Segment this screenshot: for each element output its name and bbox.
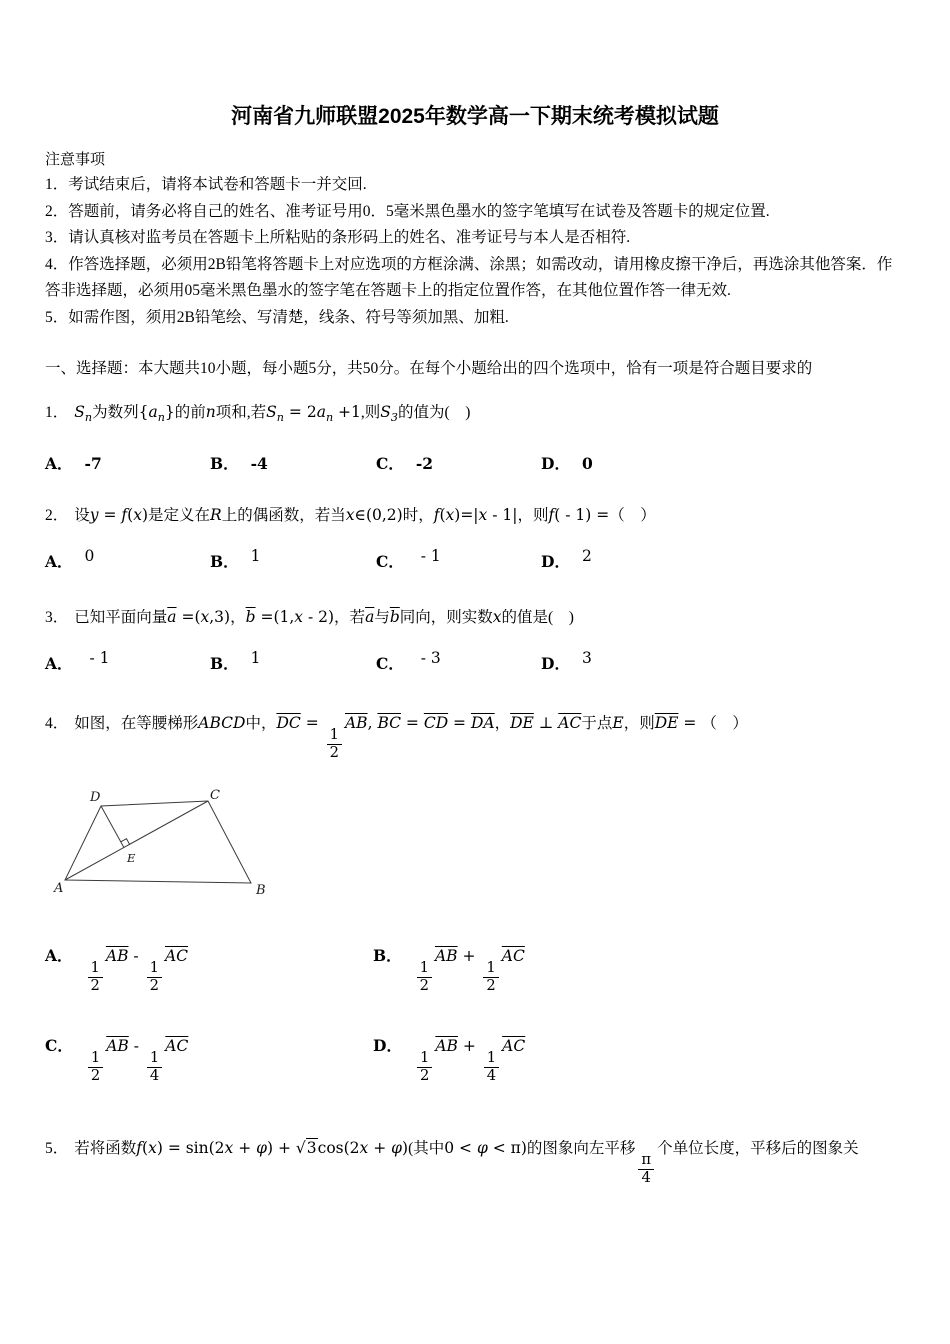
question-4-options-row-2: [45, 1023, 905, 1085]
question-1-option-b: [210, 449, 376, 480]
question-1-stem: $S_n$为数列$\{a_n\}$的前n项和,若$S_n = 2a_n +1$,则$S_3$的值为( ): [74, 403, 471, 425]
option-label: A．: [45, 654, 73, 674]
option-label: C．: [45, 1035, 73, 1055]
page-title: 河南省九师联盟2025年数学高一下期末统考模拟试题: [231, 105, 719, 128]
question-5: [45, 1133, 905, 1187]
notes-header: 注意事项: [45, 152, 106, 168]
question-3-stem: 已知平面向量$\overline{a} =(x,3)$，$\overline{b} =(1,x - 2)$，若$\overline{a}$与$\overline{b}$同向，则实数x的值是( ): [74, 608, 574, 627]
option-label: B．: [373, 945, 402, 965]
question-4-option-c: [45, 1023, 373, 1085]
option-value: $\frac{1}{2}$ $\overline{AB}$ - $\frac{1}{4}$ $\overline{AC}$: [85, 1038, 189, 1055]
vertex-label-a: A: [54, 880, 64, 896]
note-item-3: 3．请认真核对监考员在答题卡上所粘贴的条形码上的姓名、准考证号与本人是否相符.: [45, 229, 631, 246]
question-3-option-d: [541, 649, 905, 680]
option-value: - 3: [415, 649, 441, 668]
question-4-number: 4．: [45, 715, 69, 733]
question-1-number: 1．: [45, 404, 69, 421]
notes-section: [45, 148, 905, 331]
trapezoid-diagram: [53, 788, 288, 900]
question-4-option-a: [45, 933, 373, 995]
question-2-stem: 设y = f(x)是定义在R上的偶函数，若当x∈(0,2)时，f(x)=|x - 1|，则f( - 1) =（ ）: [74, 506, 656, 525]
option-label: A．: [45, 552, 73, 572]
question-2-number: 2．: [45, 507, 69, 525]
question-2-option-d: [541, 547, 905, 578]
question-4-stem: 如图，在等腰梯形ABCD中，$\overline{DC}$ = $\frac{1}{2}$ $\overline{AB}$, $\overline{BC} = \overline{CD} = \overline{DA}$，$\overline{DE}$ ⊥ $\overline{AC}$于点E，则$\overline{DE}$ = （ ）: [74, 714, 748, 762]
note-item-5: 5．如需作图，须用2B铅笔绘、写清楚，线条、符号等须加黑、加粗.: [45, 308, 509, 326]
option-label: D．: [373, 1035, 402, 1055]
question-3-options: [45, 649, 905, 680]
question-2-option-b: [210, 547, 376, 578]
option-label: A．: [45, 945, 73, 965]
question-3-option-c: [376, 649, 541, 680]
note-item-2: 2．答题前，请务必将自己的姓名、准考证号用0．5毫米黑色墨水的签字笔填写在试卷及答题卡的规定位置.: [45, 202, 770, 220]
question-3-option-a: [45, 649, 210, 680]
question-1: [45, 397, 905, 433]
option-label: B．: [210, 654, 239, 674]
question-3: [45, 602, 905, 633]
option-value: -2: [415, 454, 434, 474]
question-2-option-a: [45, 547, 210, 578]
vertex-label-b: B: [256, 882, 266, 898]
question-3-number: 3．: [45, 609, 69, 627]
option-label: C．: [376, 454, 404, 474]
option-label: A．: [45, 454, 73, 474]
question-1-option-d: [541, 449, 905, 480]
vertex-label-d: D: [90, 789, 101, 805]
option-label: C．: [376, 552, 404, 572]
question-4: [45, 708, 905, 762]
option-value: - 1: [415, 547, 441, 566]
question-3-option-b: [210, 649, 376, 680]
option-value: -7: [84, 454, 102, 474]
question-1-option-a: [45, 449, 210, 480]
option-value: - 1: [84, 649, 110, 668]
option-value: -4: [250, 454, 268, 474]
option-value: 1: [250, 649, 261, 668]
option-value: 0: [581, 454, 593, 474]
question-2-option-c: [376, 547, 541, 578]
option-label: B．: [210, 552, 239, 572]
option-value: $\frac{1}{2}$ $\overline{AB}$ + $\frac{1}{4}$ $\overline{AC}$: [414, 1038, 525, 1055]
option-label: C．: [376, 654, 404, 674]
question-1-option-c: [376, 449, 541, 480]
question-2-options: [45, 547, 905, 578]
option-value: $\frac{1}{2}$ $\overline{AB}$ - $\frac{1}{2}$ $\overline{AC}$: [85, 948, 189, 965]
option-label: D．: [541, 454, 570, 474]
question-4-option-d: [373, 1023, 905, 1085]
note-item-4: 4．作答选择题，必须用2B铅笔将答题卡上对应选项的方框涂满、涂黑；如需改动，请用橡皮擦干净后，再选涂其他答案．作答非选择题，必须用05毫米黑色墨水的签字笔在答题卡上的指定位置作答，在其他位置作答一律无效.: [45, 255, 893, 299]
option-value: 3: [581, 649, 592, 668]
option-value: $\frac{1}{2}$ $\overline{AB}$ + $\frac{1}{2}$ $\overline{AC}$: [414, 948, 525, 965]
option-label: D．: [541, 654, 570, 674]
option-value: 0: [84, 547, 95, 566]
section-header: 一、选择题：本大题共10小题，每小题5分，共50分。在每个小题给出的四个选项中，恰有一项是符合题目要求的: [45, 360, 813, 377]
question-2: [45, 500, 905, 531]
question-5-number: 5．: [45, 1139, 69, 1157]
question-4-option-b: [373, 933, 905, 995]
option-value: 2: [581, 547, 592, 566]
option-label: D．: [541, 552, 570, 572]
question-4-options-row-1: [45, 933, 905, 995]
note-item-1: 1．考试结束后，请将本试卷和答题卡一并交回.: [45, 176, 367, 193]
vertex-label-e: E: [127, 850, 136, 865]
question-5-stem: 若将函数f(x) = sin(2x + φ) + √3cos(2x + φ)(其中0 < φ < π)的图象向左平移 $\frac{\pi}{4}$ 个单位长度，平移后的图象关: [74, 1138, 859, 1186]
option-value: 1: [250, 547, 261, 566]
question-1-options: [45, 449, 905, 480]
figure-trapezoid: [53, 788, 905, 905]
vertex-label-c: C: [210, 787, 220, 803]
option-label: B．: [210, 454, 239, 474]
